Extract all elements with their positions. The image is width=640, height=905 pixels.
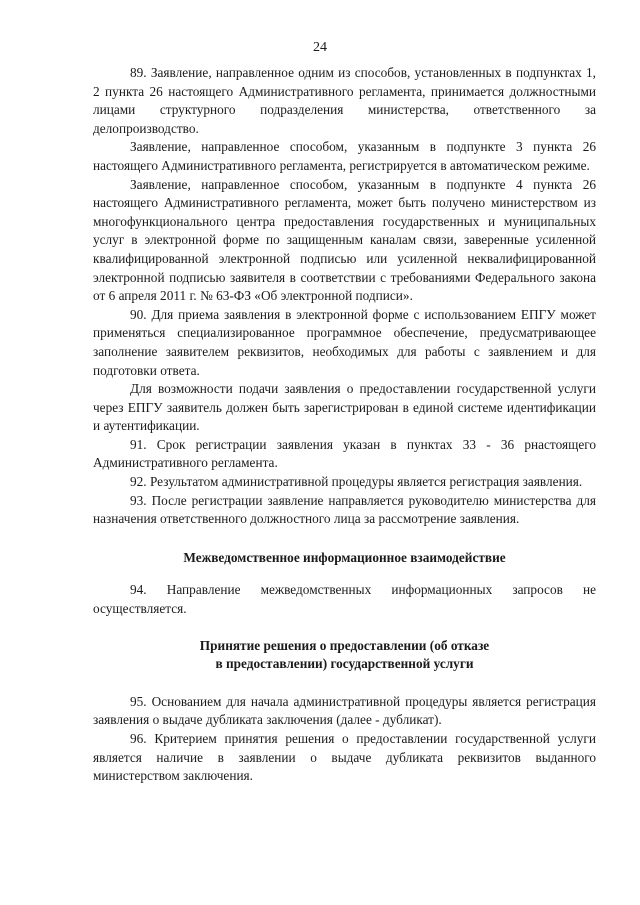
paragraph-93: 93. После регистрации заявление направляется руководителю министерства для назначения ответственного должностного лица за рассмотрение заявления. bbox=[93, 492, 596, 527]
paragraph-89-mfc: Заявление, направленное способом, указанным в подпункте 4 пункта 26 настоящего Административного регламента, может быть получено министерством из многофункционального центра предоставления государственных и муниципальных услуг в электронной форме по защищенным каналам связи, заверенные усиленной квалифицированной электронной подписью или усиленной неквалифицированной электронной подписью заявителя в соответствии с требованиями Федерального закона от 6 апреля 2011 г. № 63-ФЗ «Об электронной подписи». bbox=[93, 176, 596, 304]
page-number: 24 bbox=[313, 40, 327, 55]
paragraph-89-auto-registration: Заявление, направленное способом, указанным в подпункте 3 пункта 26 настоящего Административного регламента, регистрируется в автоматическом режиме. bbox=[93, 139, 596, 173]
paragraph-90: 90. Для приема заявления в электронной форме с использованием ЕПГУ может применяться специализированное программное обеспечение, предусматривающее заполнение заявителем реквизитов, необходимых для работы с заявлением и для подготовки ответа. bbox=[93, 306, 596, 378]
document-body bbox=[93, 64, 596, 786]
paragraph-95: 95. Основанием для начала административной процедуры является регистрация заявления о выдаче дубликата заключения (далее - дубликат). bbox=[93, 693, 596, 728]
section-heading-decision-line2: в предоставлении) государственной услуги bbox=[215, 656, 474, 672]
paragraph-90-esia: Для возможности подачи заявления о предоставлении государственной услуги через ЕПГУ заявитель должен быть зарегистрирован в единой системе идентификации и аутентификации. bbox=[93, 381, 596, 434]
paragraph-89: 89. Заявление, направленное одним из способов, установленных в подпунктах 1, 2 пункта 26 настоящего Административного регламента, принимается должностными лицами структурного подразделения министерства, ответственного за делопроизводство. bbox=[93, 65, 596, 136]
section-heading-decision bbox=[93, 637, 596, 674]
paragraph-91: 91. Срок регистрации заявления указан в пунктах 33 - 36 рнастоящего Административного регламента. bbox=[93, 436, 596, 471]
section-heading-decision-line1: Принятие решения о предоставлении (об отказе bbox=[199, 637, 490, 653]
paragraph-94: 94. Направление межведомственных информационных запросов не осуществляется. bbox=[93, 582, 596, 617]
section-heading-interagency: Межведомственное информационное взаимодействие bbox=[183, 549, 506, 565]
paragraph-96: 96. Критерием принятия решения о предоставлении государственной услуги является наличие в заявлении о выдаче дубликата реквизитов выданного министерством заключения. bbox=[93, 731, 596, 784]
paragraph-92: 92. Результатом административной процедуры является регистрация заявления. bbox=[130, 474, 583, 490]
